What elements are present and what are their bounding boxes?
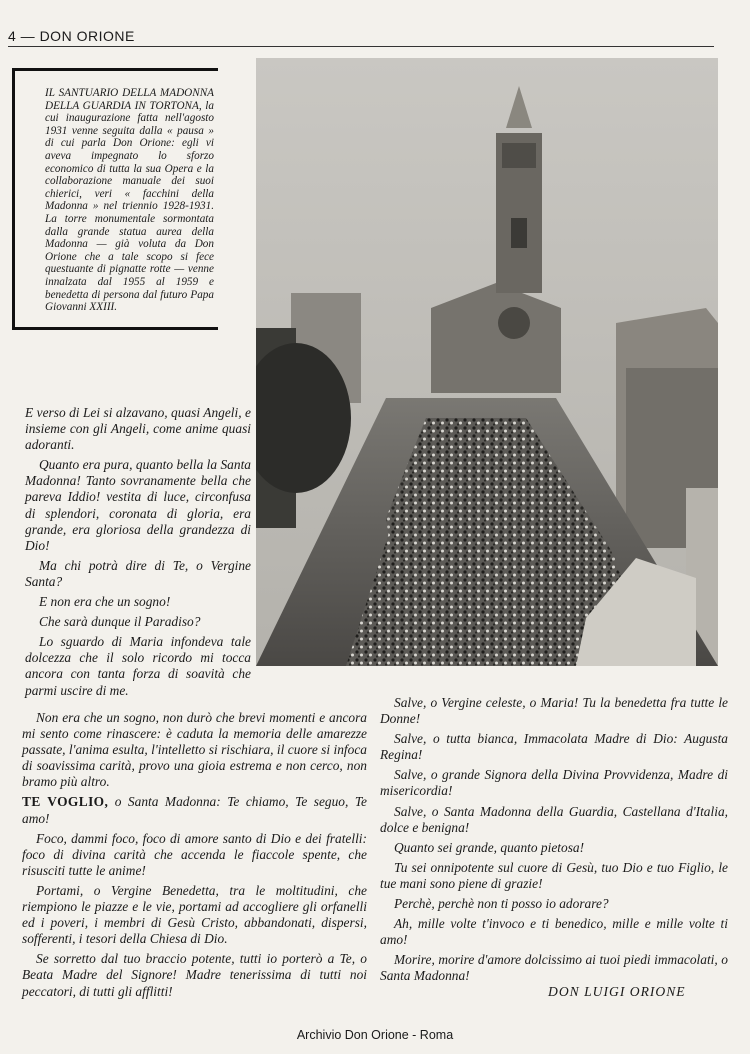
paragraph: E verso di Lei si alzavano, quasi Angeli, e insieme con gli Angeli, come anime quasi adoranti. xyxy=(25,405,251,453)
archive-footer: Archivio Don Orione - Roma xyxy=(296,1028,454,1042)
paragraph: E non era che un sogno! xyxy=(39,594,171,610)
bottom-left-text-column xyxy=(22,710,367,1004)
paragraph: Foco, dammi foco, foco di amore santo di Dio e dei fratelli: foco di divina carità che accenda le fiaccole spente, che risusciti tutte le anime! xyxy=(22,830,367,878)
right-text-column xyxy=(380,695,728,989)
paragraph: Non era che un sogno, non durò che brevi momenti e ancora mi sento come rinascere: è caduta la memoria delle amarezze passate, l'anima esulta, l'intelletto si rischiara, il cuore si infoca di soavissima carità, provo una gioia estrema e non cerco, non bramo più altro. xyxy=(22,710,367,790)
paragraph: Quanto sei grande, quanto pietosa! xyxy=(394,839,585,855)
lead-in: TE VOGLIO, xyxy=(22,794,109,810)
photo-caption: IL SANTUARIO DELLA MADONNA DELLA GUARDIA IN TORTONA, la cui inaugurazione fatta nell'agosto 1931 venne seguita dalla « pausa » di cui parla Don Orione: egli vi aveva impegnato lo sforzo economico di tutta la sua Opera e la collaborazione manuale dei suoi chierici, veri « facchini della Madonna » nel triennio 1928-1931. La torre monumentale sormontata dalla grande statua aurea della Madonna — già voluta da Don Orione che a tale scopo si fece questuante di pignatte rotte — venne innalzata dal 1955 al 1959 e benedetta di persona dal futuro Papa Giovanni XXIII. xyxy=(12,68,218,330)
sanctuary-photo xyxy=(256,58,718,666)
paragraph: Salve, o Vergine celeste, o Maria! Tu la benedetta fra tutte le Donne! xyxy=(380,695,728,727)
paragraph: Morire, morire d'amore dolcissimo ai tuoi piedi immacolati, o Santa Madonna! xyxy=(380,952,728,984)
paragraph: Lo sguardo di Maria infondeva tale dolcezza che il solo ricordo mi tocca ancora con tanta forza di soavità che parmi uscire di me. xyxy=(25,634,251,698)
left-text-column xyxy=(25,405,251,703)
paragraph: Ah, mille volte t'invoco e ti benedico, mille e mille volte ti amo! xyxy=(380,916,728,948)
paragraph-te-voglio xyxy=(22,794,367,826)
paragraph: Salve, o tutta bianca, Immacolata Madre di Dio: Augusta Regina! xyxy=(380,731,728,763)
paragraph: Salve, o Santa Madonna della Guardia, Castellana d'Italia, dolce e benigna! xyxy=(380,803,728,835)
page-header: 4 — DON ORIONE xyxy=(8,28,714,47)
paragraph: Quanto era pura, quanto bella la Santa Madonna! Tanto sovranamente bella che pareva Iddio! vestita di luce, circonfusa di splendori, coronata di gloria, era grande, era gloriosa della grandezza di Dio! xyxy=(25,457,251,553)
paragraph: Salve, o grande Signora della Divina Provvidenza, Madre di misericordia! xyxy=(380,767,728,799)
lead-in-rest: o Santa Madonna: Te chiamo, Te seguo, Te amo! xyxy=(22,794,367,826)
paragraph: Portami, o Vergine Benedetta, tra le moltitudini, che riempiono le piazze e le vie, portami ad accogliere gli orfanelli ed i poveri, i membri di Gesù Cristo, abbandonati, dispersi, sofferenti, i tesori della Chiesa di Dio. xyxy=(22,882,367,947)
paragraph: Perchè, perchè non ti posso io adorare? xyxy=(394,896,609,912)
paragraph: Se sorretto dal tuo braccio potente, tutti io porterò a Te, o Beata Madre del Signore! Madre tenerissima di tutti noi peccatori, di tutti gli afflitti! xyxy=(22,951,367,999)
author-signature: DON LUIGI ORIONE xyxy=(548,984,686,999)
paragraph: Ma chi potrà dire di Te, o Vergine Santa? xyxy=(25,557,251,589)
paragraph: Tu sei onnipotente sul cuore di Gesù, tuo Dio e tuo Figlio, le tue mani sono piene di grazie! xyxy=(380,859,728,891)
paragraph: Che sarà dunque il Paradiso? xyxy=(39,614,201,630)
